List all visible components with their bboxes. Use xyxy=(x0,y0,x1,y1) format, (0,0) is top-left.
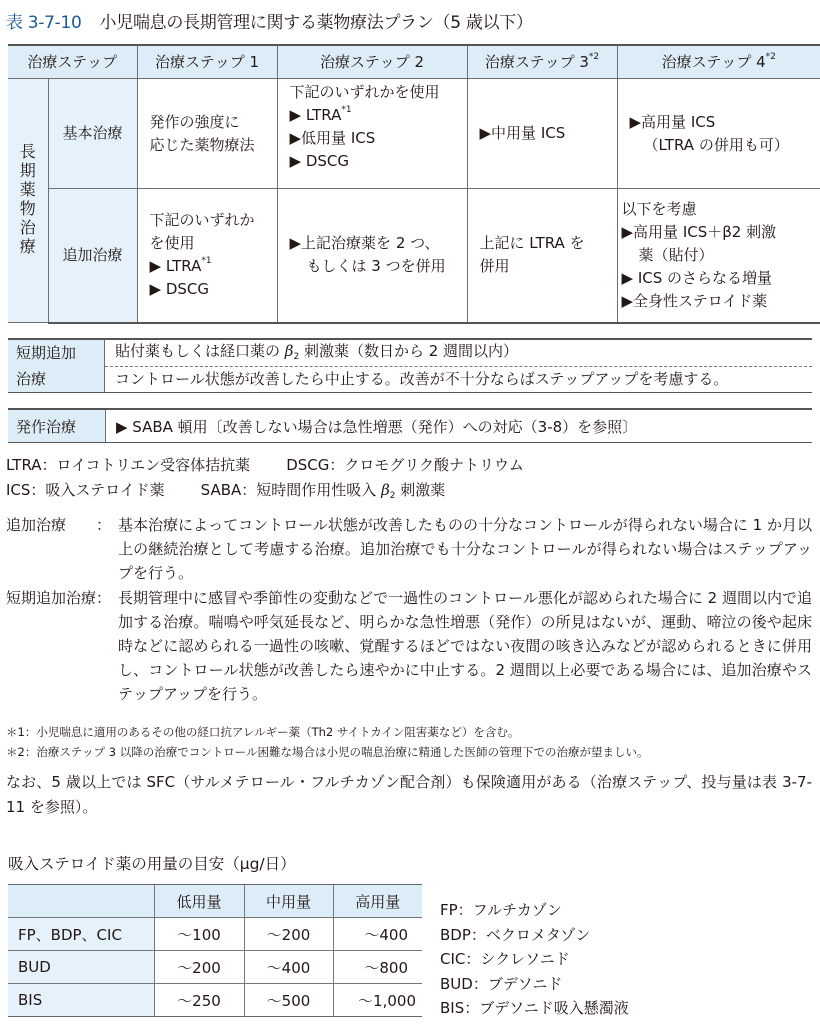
header-step-1: 治療ステップ 1 xyxy=(137,45,277,79)
basic-step-1: 発作の強度に 応じた薬物療法 xyxy=(137,79,277,189)
acute-treatment-table xyxy=(8,408,812,443)
legend-item: BIS：ブデソニド吸入懸濁液 xyxy=(440,999,629,1017)
short-term-line-1: 貼付薬もしくは経口薬の $\beta_2$ 刺激薬（数日から 2 週間以内） xyxy=(105,339,813,366)
footnotes xyxy=(6,722,648,762)
table-caption: 小児喘息の長期管理に関する薬物療法プラン（5 歳以下） xyxy=(99,13,533,33)
basic-step-4: ▶高用量 ICS （LTRA の併用も可） xyxy=(617,79,820,189)
acute-row xyxy=(8,409,812,443)
dose-header-blank xyxy=(8,885,154,918)
legend-item: BDP：ベクロメタゾン xyxy=(440,925,591,944)
dose-header-high: 高用量 xyxy=(333,885,422,918)
ics-dose-table xyxy=(8,884,422,1017)
additional-step-2: ▶上記治療薬を 2 つ、 もしくは 3 つを併用 xyxy=(277,189,467,323)
definitions xyxy=(6,513,812,707)
dose-header-low: 低用量 xyxy=(154,885,244,918)
table-row-additional xyxy=(8,189,820,323)
footnote-1: ＊1：小児喘息に適用のあるその他の経口抗アレルギー薬（Th2 サイトカイン阻害薬など）を含む。 xyxy=(6,725,520,739)
short-term-row-2 xyxy=(8,366,812,393)
header-step-2: 治療ステップ 2 xyxy=(277,45,467,79)
acute-text: ▶ SABA 頓用〔改善しない場合は急性増悪（発作）への対応（3-8）を参照〕 xyxy=(106,409,813,443)
table-row-basic xyxy=(8,79,820,189)
sfc-note: なお、5 歳以上では SFC（サルメテロール・フルチカゾン配合剤）も保険適用がある（治療ステップ、投与量は表 3-7-11 を参照）。 xyxy=(6,773,812,816)
dose-row: FP、BDP、CIC ～100 ～200 ～400 xyxy=(8,918,422,951)
dose-row: BIS ～250 ～500 ～1,000 xyxy=(8,984,422,1017)
short-term-line-2: コントロール状態が改善したら中止する。改善が不十分ならばステップアップを考慮する。 xyxy=(105,366,813,393)
short-term-row-1 xyxy=(8,339,812,366)
dose-header-row xyxy=(8,885,422,918)
group-label-long-term: 長期薬物治療 xyxy=(8,79,48,323)
legend-item: FP：フルチカゾン xyxy=(440,901,562,919)
table-number: 表 3-7-10 xyxy=(6,13,82,33)
additional-step-3: 上記に LTRA を 併用 xyxy=(467,189,617,323)
header-step-3: 治療ステップ 3$^{*2}$ xyxy=(467,45,617,79)
definition-short-term: 短期追加治療： 長期管理中に感冒や季節性の変動などで一過性のコントロール悪化が認められた場合に 2 週間以内で追加する治療。喘鳴や呼気延長など、明らかな急性増悪（発作）の所見はないが、運動、啼泣の後や起床時などに認められる一過性の咳嗽、覚醒するほどではない夜間の咳き込みなどが認められるときに併用し、コントロール状態が改善したら速やかに中止する。2 週間以上必要である場合には、追加治療やステップアップを行う。 xyxy=(6,589,812,703)
legend-item: CIC：シクレソニド xyxy=(440,950,570,968)
row-label-additional: 追加治療 xyxy=(48,189,137,323)
definition-additional: 追加治療 ： 基本治療によってコントロール状態が改善したものの十分なコントロールが得られない場合に 1 か月以上の継続治療として考慮する治療。追加治療でも十分なコントロールが得られない場合はステップアップを行う。 xyxy=(6,516,812,582)
abbreviation-line-1: LTRA：ロイコトリエン受容体拮抗薬 DSCG：クロモグリク酸ナトリウム xyxy=(6,456,524,474)
short-term-label: 短期追加 治療 xyxy=(8,339,105,393)
abbreviation-line-2: ICS：吸入ステロイド薬 SABA：短時間作用性吸入 $\beta_2$ 刺激薬 xyxy=(6,481,446,501)
treatment-plan-table xyxy=(8,44,820,324)
table-title xyxy=(6,8,533,33)
acute-label: 発作治療 xyxy=(8,409,106,443)
dose-header-mid: 中用量 xyxy=(244,885,333,918)
legend-item: BUD：ブデソニド xyxy=(440,974,563,993)
footnote-2: ＊2：治療ステップ 3 以降の治療でコントロール困難な場合は小児の喘息治療に精通した医師の管理下での治療が望ましい。 xyxy=(6,745,649,759)
additional-step-4: 以下を考慮 ▶高用量 ICS＋β2 刺激 薬（貼付） ▶ ICS のさらなる増量 ▶全身性ステロイド薬 xyxy=(617,189,820,323)
dose-table-title: 吸入ステロイド薬の用量の目安（μg/日） xyxy=(8,855,296,873)
basic-step-3: ▶中用量 ICS xyxy=(467,79,617,189)
dose-legend xyxy=(440,898,629,1021)
dose-row: BUD ～200 ～400 ～800 xyxy=(8,951,422,984)
header-row xyxy=(8,45,820,79)
header-treatment-step: 治療ステップ xyxy=(8,45,137,79)
additional-step-1: 下記のいずれか を使用 ▶ LTRA$^{*1}$ ▶ DSCG xyxy=(137,189,277,323)
short-term-treatment-table xyxy=(8,338,812,393)
row-label-basic: 基本治療 xyxy=(48,79,137,189)
header-step-4: 治療ステップ 4$^{*2}$ xyxy=(617,45,820,79)
basic-step-2: 下記のいずれかを使用 ▶ LTRA$^{*1}$ ▶低用量 ICS ▶ DSCG xyxy=(277,79,467,189)
